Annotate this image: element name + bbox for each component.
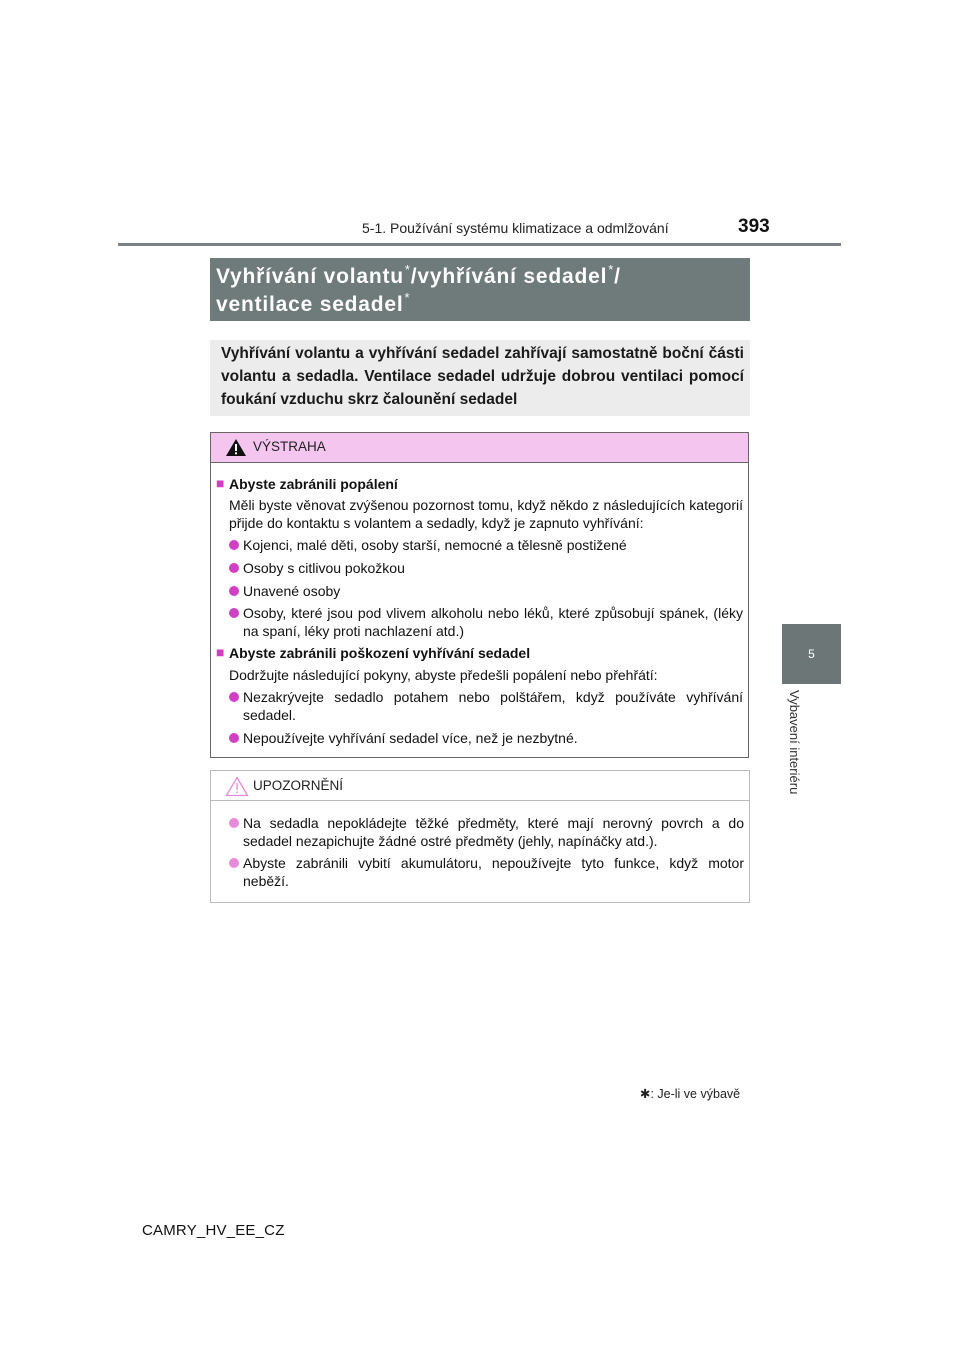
asterisk-mark: * [404,262,411,277]
chapter-number: 5 [808,647,815,661]
bullet-dot [229,563,239,573]
bullet-dot [229,608,239,618]
intro-text: Vyhřívání volantu a vyhřívání sedadel zahřívají samostatně boční části volantu a sedadla. Ventilace sedadel udržuje dobrou ventilaci pomocí foukání vzduchu skrz čalounění sedadel [221,345,744,408]
warning-triangle-icon [225,438,247,462]
warning-label: VÝSTRAHA [253,439,326,454]
header-rule [118,243,841,246]
asterisk-mark: * [608,262,615,277]
bullet-dot [229,540,239,550]
chapter-label-text: Vybavení interiéru [787,690,802,795]
warning-text-2: Dodržujte následující pokyny, abyste předešli popálení nebo přehřátí: [229,667,658,683]
bullet-dot [229,692,239,702]
chapter-tab [782,624,841,684]
warning-item: Kojenci, malé děti, osoby starší, nemocné a tělesně postižené [243,537,627,553]
intro-box [210,340,750,416]
bullet-dot [229,586,239,596]
section-title-line1: Vyhřívání volantu*/vyhřívání sedadel*/ [216,262,621,288]
warning-item: Unavené osoby [243,583,341,599]
section-square-bullet: ■ [216,475,225,491]
caution-label: UPOZORNĚNÍ [253,778,344,793]
asterisk-mark: * [404,290,411,305]
chapter-label [782,690,808,815]
section-title [210,258,750,321]
section-title-line2: ventilace sedadel* [216,290,411,316]
caution-header [211,771,749,801]
warning-item: Nezakrývejte sedadlo potahem nebo polštářem, když používáte vyhřívání sedadel. [243,689,743,723]
caution-item: Abyste zabránili vybití akumulátoru, nepoužívejte tyto funkce, když motor neběží. [243,855,744,889]
document-code: CAMRY_HV_EE_CZ [142,1222,285,1239]
caution-triangle-icon [225,776,249,802]
section-square-bullet: ■ [216,644,225,660]
warning-heading-2: Abyste zabránili poškození vyhřívání sedadel [229,645,531,661]
bullet-dot [229,818,239,828]
warning-heading-1: Abyste zabránili popálení [229,476,398,492]
footnote: ✱: Je-li ve výbavě [640,1087,741,1101]
page-number: 393 [738,216,770,237]
warning-item: Osoby s citlivou pokožkou [243,560,405,576]
bullet-dot [229,858,239,868]
warning-item: Osoby, které jsou pod vlivem alkoholu nebo léků, které způsobují spánek, (léky na spaní, léky proti nachlazení atd.) [243,605,743,639]
caution-item: Na sedadla nepokládejte těžké předměty, které mají nerovný povrch a do sedadel nezapichujte žádné ostré předměty (jehly, napínáčky atd.). [243,815,744,849]
running-header-section: 5-1. Používání systému klimatizace a odmlžování [362,220,669,236]
bullet-dot [229,733,239,743]
warning-text-1: Měli byste věnovat zvýšenou pozornost tomu, když někdo z následujících kategorií přijde do kontaktu s volantem a sedadly, když je zapnuto vyhřívání: [229,497,743,531]
warning-box [210,432,749,758]
caution-box [210,770,750,903]
warning-header [211,433,748,463]
warning-item: Nepoužívejte vyhřívání sedadel více, než je nezbytné. [243,730,578,746]
